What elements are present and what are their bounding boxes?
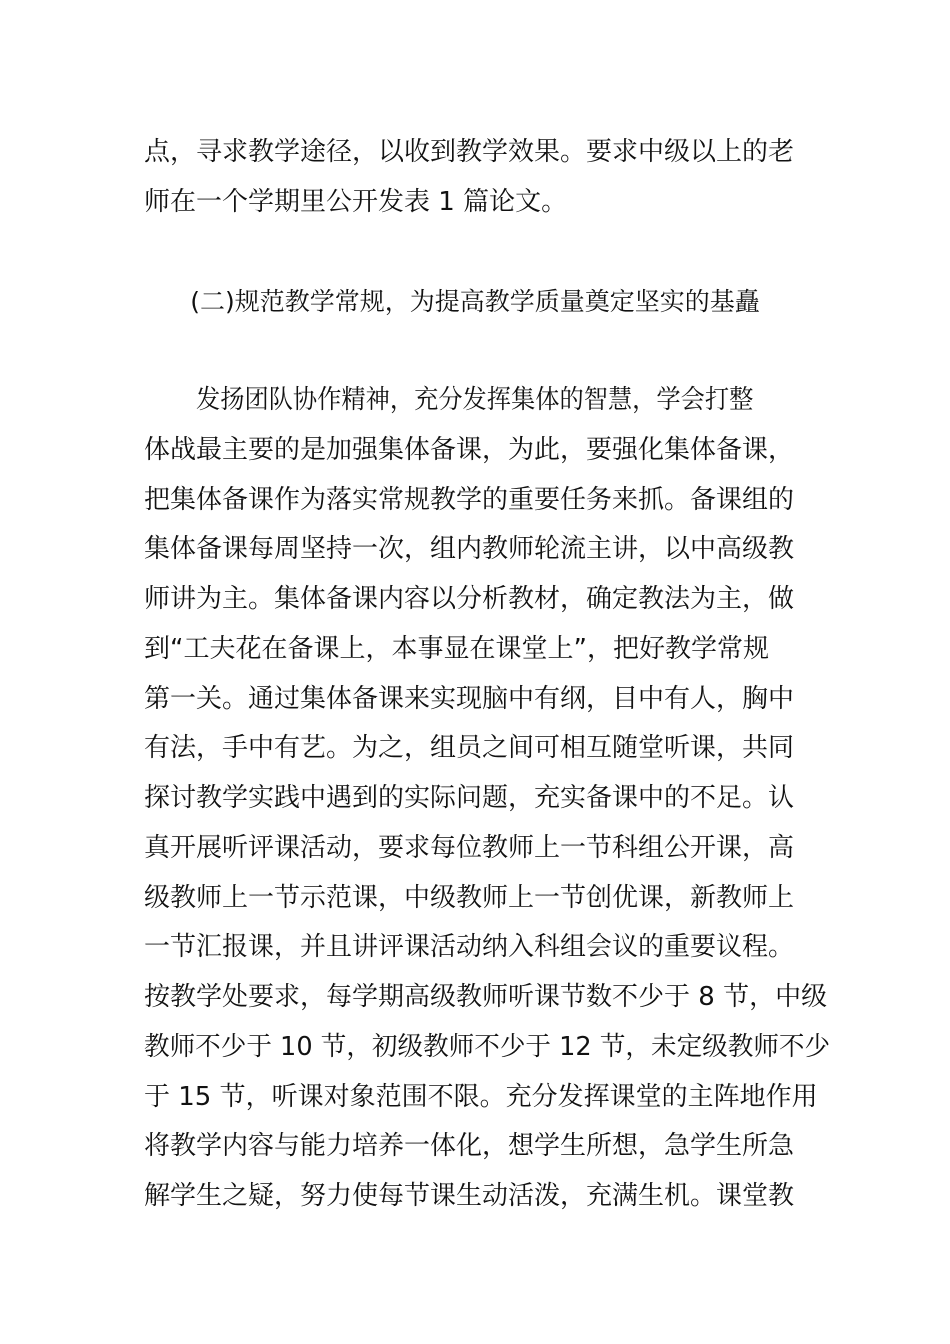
paragraph-line: 级教师上一节示范课，中级教师上一节创优课，新教师上 — [144, 883, 795, 913]
paragraph-line: 到“工夫花在备课上，本事显在课堂上”，把好教学常规 — [144, 634, 769, 664]
paragraph-line: 解学生之疑，努力使每节课生动活泼，充满生机。课堂教 — [144, 1181, 795, 1211]
paragraph-line: 按教学处要求，每学期高级教师听课节数不少于 8 节，中级 — [144, 982, 828, 1012]
paragraph-line: 有法，手中有艺。为之，组员之间可相互随堂听课，共同 — [144, 733, 795, 763]
paragraph-line: 师在一个学期里公开发表 1 篇论文。 — [144, 187, 568, 217]
paragraph-line: 把集体备课作为落实常规教学的重要任务来抓。备课组的 — [144, 485, 795, 515]
paragraph-line: 探讨教学实践中遇到的实际问题，充实备课中的不足。认 — [144, 783, 795, 813]
paragraph-line: 于 15 节，听课对象范围不限。充分发挥课堂的主阵地作用 — [144, 1082, 818, 1112]
paragraph-line: 一节汇报课，并且讲评课活动纳入科组会议的重要议程。 — [144, 932, 795, 962]
paragraph-line: 体战最主要的是加强集体备课，为此，要强化集体备课， — [144, 435, 795, 465]
paragraph-line: 将教学内容与能力培养一体化，想学生所想，急学生所急 — [144, 1131, 795, 1161]
paragraph-line: 集体备课每周坚持一次，组内教师轮流主讲，以中高级教 — [144, 534, 795, 564]
paragraph-line: 教师不少于 10 节，初级教师不少于 12 节，未定级教师不少 — [144, 1032, 831, 1062]
paragraph-line: 第一关。通过集体备课来实现脑中有纲，目中有人，胸中 — [144, 684, 795, 714]
paragraph-line: 师讲为主。集体备课内容以分析教材，确定教法为主，做 — [144, 584, 795, 614]
paragraph-line: 发扬团队协作精神，充分发挥集体的智慧，学会打整 — [196, 385, 754, 415]
section-heading: (二)规范教学常规，为提高教学质量奠定坚实的基矗 — [190, 287, 760, 316]
paragraph-line: 点，寻求教学途径，以收到教学效果。要求中级以上的老 — [144, 137, 795, 167]
paragraph-line: 真开展听评课活动，要求每位教师上一节科组公开课，高 — [144, 833, 795, 863]
